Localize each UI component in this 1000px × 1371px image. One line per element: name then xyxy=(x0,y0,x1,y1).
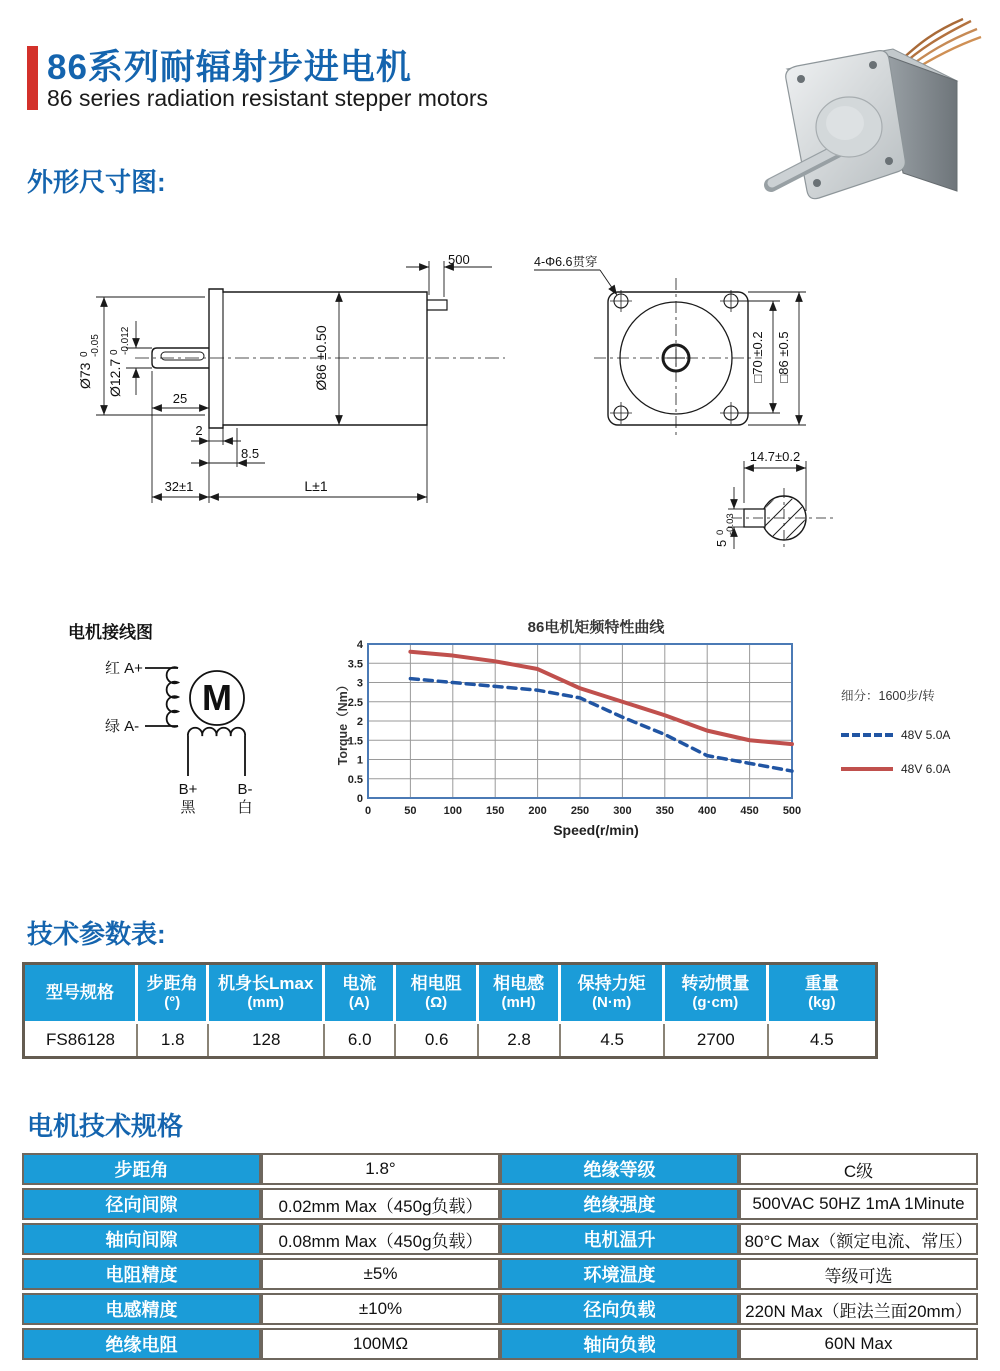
params-header-step-angle: 步距角 (°) xyxy=(138,965,209,1024)
svg-text:2: 2 xyxy=(356,716,363,728)
dim-label-body-length: L±1 xyxy=(304,478,328,494)
spec-label: 绝缘电阻 xyxy=(22,1328,261,1360)
dim-label-body-diameter: Ø86 ±0.50 xyxy=(313,325,329,391)
params-header-model: 型号规格 xyxy=(25,965,138,1024)
params-header-inductance: 相电感 (mH) xyxy=(479,965,561,1024)
spec-label: 绝缘等级 xyxy=(500,1153,739,1185)
chart-y-axis-label: Torque（Nm） xyxy=(336,678,350,766)
params-cell-current: 6.0 xyxy=(325,1024,396,1056)
params-header-length: 机身长Lmax (mm) xyxy=(209,965,325,1024)
svg-text:400: 400 xyxy=(698,805,717,817)
spec-value: 0.08mm Max（450g负载） xyxy=(261,1223,500,1255)
phase-a-coil xyxy=(167,667,178,727)
svg-text:50: 50 xyxy=(404,805,417,817)
spec-label: 轴向负载 xyxy=(500,1328,739,1360)
legend-solid-line-sample xyxy=(841,767,893,771)
params-header-resistance: 相电阻 (Ω) xyxy=(396,965,478,1024)
spec-value: ±5% xyxy=(261,1258,500,1290)
spec-label: 轴向间隙 xyxy=(22,1223,261,1255)
spec-label: 电感精度 xyxy=(22,1293,261,1325)
svg-text:300: 300 xyxy=(613,805,632,817)
spec-value: 1.8° xyxy=(261,1153,500,1185)
svg-text:500: 500 xyxy=(782,805,802,817)
spec-label: 径向负载 xyxy=(500,1293,739,1325)
keyway-slot xyxy=(161,352,204,360)
svg-text:1: 1 xyxy=(356,754,363,767)
dim-label-pilot-depth: 2 xyxy=(195,423,203,438)
chart-title: 86电机矩频特性曲线 xyxy=(527,619,665,636)
side-view-drawing xyxy=(96,261,505,503)
lead-wire-stub xyxy=(427,300,447,310)
spec-value: 等级可选 xyxy=(739,1258,978,1290)
svg-text:150: 150 xyxy=(486,805,505,817)
specs-table xyxy=(22,1150,978,1363)
params-header-inertia: 转动惯量 (g·cm) xyxy=(665,965,769,1024)
spec-label: 步距角 xyxy=(22,1153,261,1185)
wiring-diagram xyxy=(60,648,310,818)
params-cell-step-angle: 1.8 xyxy=(138,1024,209,1056)
lead-label-b-minus-color: 白 xyxy=(237,799,253,816)
params-table xyxy=(22,962,878,1059)
phase-b-coil xyxy=(188,728,245,736)
svg-text:0: 0 xyxy=(356,793,363,805)
params-cell-length: 128 xyxy=(209,1024,325,1056)
spec-value: 0.02mm Max（450g负载） xyxy=(261,1188,500,1220)
specs-row xyxy=(22,1258,978,1290)
svg-text:200: 200 xyxy=(528,805,547,817)
params-header-holding-torque: 保持力矩 (N·m) xyxy=(561,965,665,1024)
svg-text:1.5: 1.5 xyxy=(347,735,363,748)
spec-label: 电机温升 xyxy=(500,1223,739,1255)
dim-label-flat-depth: 5 xyxy=(714,539,729,547)
legend-series-name: 48V 6.0A xyxy=(901,762,951,776)
dim-label-shaft-tol-lo: -0.012 xyxy=(120,326,131,355)
legend-row xyxy=(841,762,996,776)
legend-note: 细分：1600步/转 xyxy=(841,689,935,703)
spec-label: 环境温度 xyxy=(500,1258,739,1290)
motor-boss-inner xyxy=(826,106,864,140)
params-cell-inertia: 2700 xyxy=(665,1024,769,1056)
spec-value: ±10% xyxy=(261,1293,500,1325)
spec-value: 80°C Max（额定电流、常压） xyxy=(739,1223,978,1255)
section-title-dimensions: 外形尺寸图: xyxy=(27,167,166,197)
legend-series-name: 48V 5.0A xyxy=(901,728,951,742)
spec-label: 径向间隙 xyxy=(22,1188,261,1220)
dim-label-hole-pitch: □70 ±0.2 xyxy=(750,331,765,383)
page-title: 86系列耐辐射步进电机 xyxy=(47,48,412,87)
spec-value: C级 xyxy=(739,1153,978,1185)
params-header-weight: 重量 (kg) xyxy=(769,965,875,1024)
params-cell-resistance: 0.6 xyxy=(396,1024,478,1056)
lead-label-b-plus-color: 黑 xyxy=(180,799,196,816)
lead-label-b-minus: B- xyxy=(237,781,253,798)
dim-label-flat-tol-lo: -0.03 xyxy=(725,513,736,535)
spec-value: 500VAC 50HZ 1mA 1Minute xyxy=(739,1188,978,1220)
wiring-diagram-title: 电机接线图 xyxy=(68,623,153,642)
torque-speed-chart xyxy=(336,612,996,850)
chart-plot-area xyxy=(336,638,876,822)
svg-text:0: 0 xyxy=(364,805,372,817)
specs-row xyxy=(22,1328,978,1360)
params-cell-inductance: 2.8 xyxy=(479,1024,561,1056)
chart-legend xyxy=(841,686,996,776)
dim-label-shaft-length: 25 xyxy=(172,391,188,406)
section-title-specs: 电机技术规格 xyxy=(27,1111,184,1141)
dim-label-flat-tol-hi: 0 xyxy=(715,529,726,535)
spec-value: 220N Max（距法兰面20mm） xyxy=(739,1293,978,1325)
svg-text:250: 250 xyxy=(570,805,590,817)
specs-row xyxy=(22,1153,978,1185)
svg-text:0.5: 0.5 xyxy=(347,773,363,786)
dim-label-flange-thickness: 8.5 xyxy=(241,446,260,461)
svg-text:100: 100 xyxy=(443,805,462,817)
svg-text:350: 350 xyxy=(655,805,674,817)
legend-dashed-line-sample xyxy=(841,733,893,737)
spec-label: 电阻精度 xyxy=(22,1258,261,1290)
shaft-section-drawing xyxy=(728,461,836,555)
front-view-drawing xyxy=(534,270,806,439)
lead-label-b-plus: B+ xyxy=(178,781,198,798)
outline-dimension-drawing xyxy=(40,245,840,580)
svg-text:2.5: 2.5 xyxy=(347,696,363,709)
lead-label-a-minus: 绿 A- xyxy=(105,718,140,735)
dim-label-pilot-tol-hi: 0 xyxy=(79,351,90,357)
specs-row xyxy=(22,1188,978,1220)
svg-text:3.5: 3.5 xyxy=(347,658,363,671)
params-data-row xyxy=(25,1024,875,1056)
specs-row xyxy=(22,1293,978,1325)
legend-row xyxy=(841,728,996,742)
svg-text:4: 4 xyxy=(356,639,363,651)
section-title-params: 技术参数表: xyxy=(27,919,166,949)
params-header-current: 电流 (A) xyxy=(325,965,396,1024)
dim-label-front-length: 32±1 xyxy=(164,479,194,494)
dim-label-mounting-holes: 4-Φ6.6贯穿 xyxy=(534,255,598,269)
svg-text:450: 450 xyxy=(740,805,759,817)
dim-label-flat-width: 14.7±0.2 xyxy=(749,449,801,464)
lead-label-a-plus: 红 A+ xyxy=(105,660,143,677)
dim-label-lead-length: 500 xyxy=(448,252,470,267)
params-cell-weight: 4.5 xyxy=(769,1024,875,1056)
params-cell-model: FS86128 xyxy=(25,1024,138,1056)
dim-label-pilot-diameter: Ø73 xyxy=(77,362,93,389)
header-accent-bar xyxy=(27,46,38,110)
dim-label-shaft-tol-hi: 0 xyxy=(109,349,120,355)
dim-label-shaft-diameter: Ø12.7 xyxy=(107,358,123,397)
dim-label-flange-size: □86 ±0.5 xyxy=(776,331,791,383)
motor-product-photo xyxy=(735,15,983,233)
specs-row xyxy=(22,1223,978,1255)
params-cell-holding-torque: 4.5 xyxy=(561,1024,665,1056)
dim-label-pilot-tol-lo: -0.05 xyxy=(90,334,101,357)
params-header-row xyxy=(25,965,875,1024)
chart-x-axis-label: Speed(r/min) xyxy=(553,822,639,838)
spec-value: 100MΩ xyxy=(261,1328,500,1360)
spec-value: 60N Max xyxy=(739,1328,978,1360)
spec-label: 绝缘强度 xyxy=(500,1188,739,1220)
motor-symbol-letter: M xyxy=(202,677,232,718)
page-subtitle: 86 series radiation resistant stepper motors xyxy=(47,85,489,111)
svg-text:3: 3 xyxy=(356,677,363,690)
